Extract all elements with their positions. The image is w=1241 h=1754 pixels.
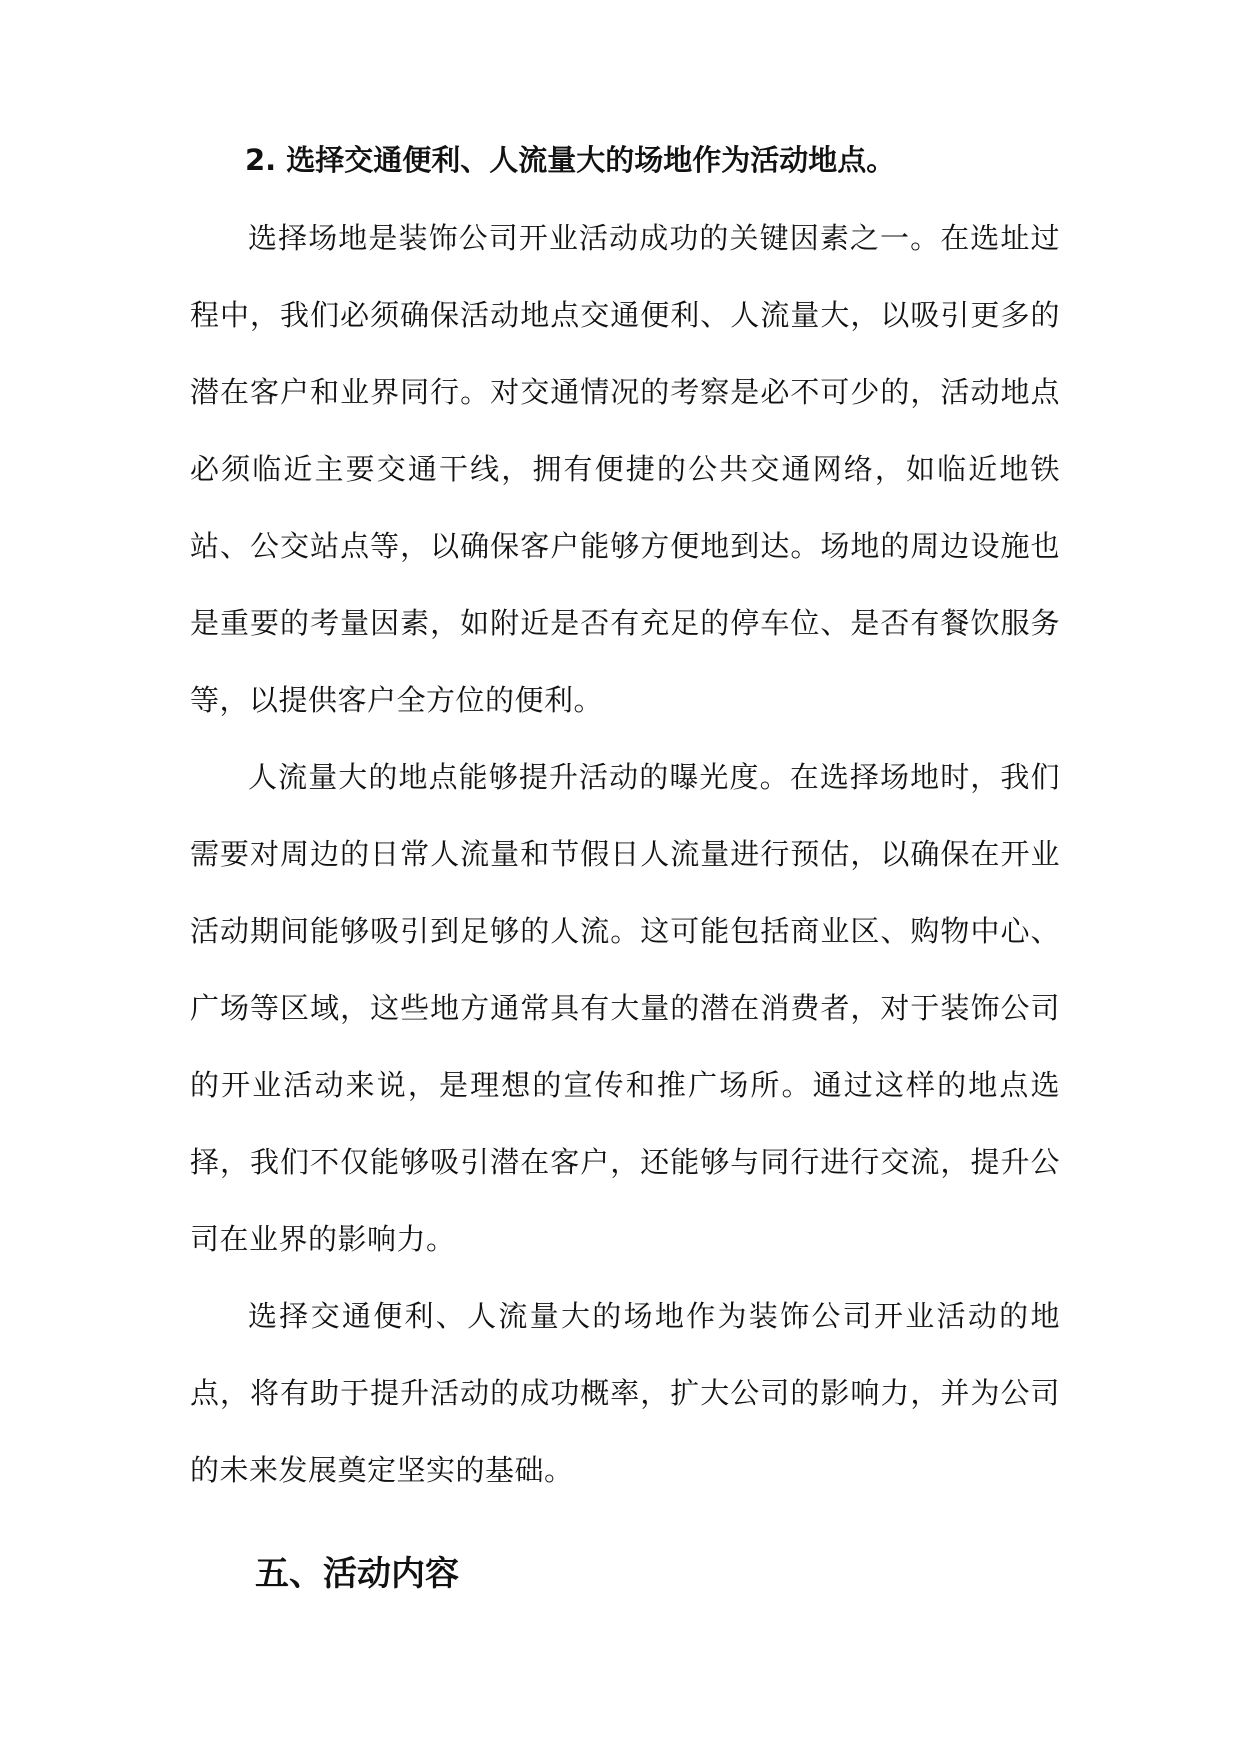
document-body	[190, 140, 1060, 1509]
paragraph-conclusion: 选择交通便利、人流量大的场地作为装饰公司开业活动的地点，将有助于提升活动的成功概率，扩大公司的影响力，并为公司的未来发展奠定坚实的基础。	[190, 1299, 1060, 1487]
section-heading: 五、活动内容	[255, 1554, 459, 1594]
paragraph-foot-traffic: 人流量大的地点能够提升活动的曝光度。在选择场地时，我们需要对周边的日常人流量和节假日人流量进行预估，以确保在开业活动期间能够吸引到足够的人流。这可能包括商业区、购物中心、广场等区域，这些地方通常具有大量的潜在消费者，对于装饰公司的开业活动来说，是理想的宣传和推广场所。通过这样的地点选择，我们不仅能够吸引潜在客户，还能够与同行进行交流，提升公司在业界的影响力。	[190, 760, 1060, 1256]
subheading: 2. 选择交通便利、人流量大的场地作为活动地点。	[245, 143, 896, 177]
paragraph-venue-selection: 选择场地是装饰公司开业活动成功的关键因素之一。在选址过程中，我们必须确保活动地点交通便利、人流量大，以吸引更多的潜在客户和业界同行。对交通情况的考察是必不可少的，活动地点必须临近主要交通干线，拥有便捷的公共交通网络，如临近地铁站、公交站点等，以确保客户能够方便地到达。场地的周边设施也是重要的考量因素，如附近是否有充足的停车位、是否有餐饮服务等，以提供客户全方位的便利。	[190, 221, 1060, 717]
